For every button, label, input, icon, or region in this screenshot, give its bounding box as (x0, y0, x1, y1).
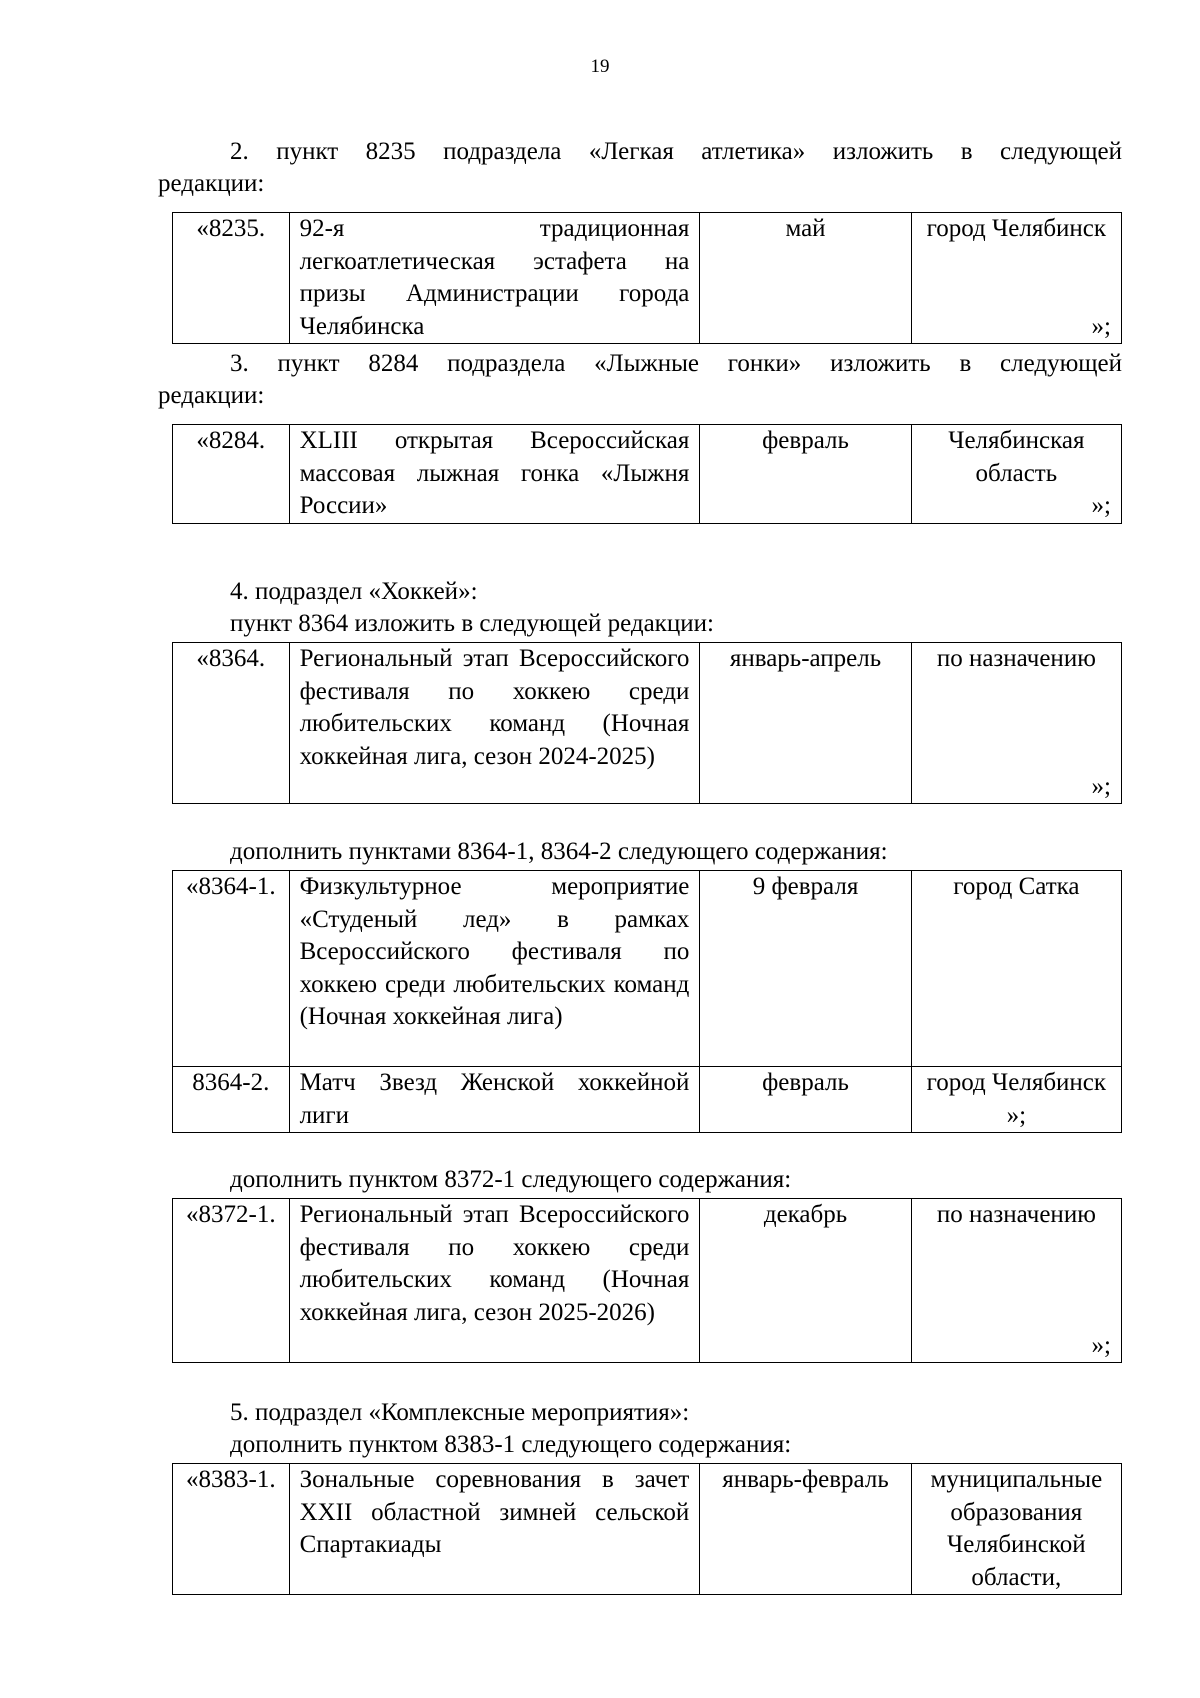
closing-quote: »; (1091, 312, 1111, 340)
item-place (911, 871, 1121, 1067)
table-8364-additions (172, 870, 1122, 1133)
table-8372-1 (172, 1198, 1122, 1363)
table-8364 (172, 642, 1122, 804)
section-5-intro: 5. подраздел «Комплексные мероприятия»: (230, 1399, 690, 1426)
item-date: май (700, 213, 911, 344)
item-number: «8372-1. (173, 1199, 290, 1363)
section-2-intro-cont: редакции: (158, 170, 265, 197)
table-row (173, 1464, 1122, 1595)
item-number: 8364-2. (173, 1067, 290, 1133)
page-number: 19 (590, 56, 610, 77)
table-row (173, 1067, 1122, 1133)
item-date: январь-февраль (700, 1464, 911, 1595)
table-8284 (172, 424, 1122, 524)
item-number: «8284. (173, 425, 290, 524)
table-8235 (172, 212, 1122, 344)
section-4-intro: 4. подраздел «Хоккей»: (230, 578, 478, 605)
item-place-text: город Сатка (953, 873, 1080, 900)
table-row (173, 1199, 1122, 1363)
item-date: декабрь (700, 1199, 911, 1363)
table-row (173, 425, 1122, 524)
item-title: Физкультурное мероприятие «Студеный лед» в рамках Всероссийского фестиваля по хоккею среди любительских команд (Ночная хоккейная лига) (289, 871, 700, 1067)
table-row (173, 643, 1122, 804)
item-place-text: по назначению (936, 1201, 1096, 1228)
item-number: «8364-1. (173, 871, 290, 1067)
item-place (911, 213, 1121, 344)
item-title: XLIII открытая Всероссийская массовая лыжная гонка «Лыжня России» (289, 425, 700, 524)
item-place (911, 1199, 1121, 1363)
item-date: 9 февраля (700, 871, 911, 1067)
item-place-text: город Челябинск (926, 215, 1107, 242)
section-3-intro: 3. пункт 8284 подраздела «Лыжные гонки» изложить в следующей (230, 350, 1122, 377)
item-place-text: Челябинская область (948, 427, 1085, 487)
item-place (911, 1067, 1121, 1133)
table-row (173, 871, 1122, 1067)
item-place (911, 643, 1121, 804)
item-number: «8235. (173, 213, 290, 344)
item-title: Региональный этап Всероссийского фестиваля по хоккею среди любительских команд (Ночная хоккейная лига, сезон 2024-2025) (289, 643, 700, 804)
item-place (911, 425, 1121, 524)
item-title: Региональный этап Всероссийского фестиваля по хоккею среди любительских команд (Ночная хоккейная лига, сезон 2025-2026) (289, 1199, 700, 1363)
item-number: «8364. (173, 643, 290, 804)
item-place-text: по назначению (936, 645, 1096, 672)
section-4-intro-second: пункт 8364 изложить в следующей редакции: (230, 610, 714, 637)
addition-8372-intro: дополнить пунктом 8372-1 следующего содержания: (230, 1166, 792, 1193)
section-5-intro-second: дополнить пунктом 8383-1 следующего содержания: (230, 1431, 792, 1458)
closing-quote: »; (1091, 492, 1111, 519)
closing-quote: »; (1091, 1331, 1111, 1359)
item-number: «8383-1. (173, 1464, 290, 1595)
item-date: январь-апрель (700, 643, 911, 804)
table-row (173, 213, 1122, 344)
section-3-intro-cont: редакции: (158, 382, 265, 409)
section-2-intro: 2. пункт 8235 подраздела «Легкая атлетика» изложить в следующей (230, 138, 1122, 165)
item-date: февраль (700, 1067, 911, 1133)
closing-quote: »; (1091, 772, 1111, 800)
table-8383-1 (172, 1463, 1122, 1595)
additions-8364-intro: дополнить пунктами 8364-1, 8364-2 следующего содержания: (230, 838, 888, 865)
item-title: 92-я традиционная легкоатлетическая эстафета на призы Администрации города Челябинска (289, 213, 700, 344)
item-title: Матч Звезд Женской хоккейной лиги (289, 1067, 700, 1133)
item-date: февраль (700, 425, 911, 524)
item-place-text: город Челябинск »; (926, 1069, 1107, 1129)
item-place (911, 1464, 1121, 1595)
item-place-text: муниципальные образования Челябинской области, (930, 1466, 1103, 1591)
item-title: Зональные соревнования в зачет XXII областной зимней сельской Спартакиады (289, 1464, 700, 1595)
